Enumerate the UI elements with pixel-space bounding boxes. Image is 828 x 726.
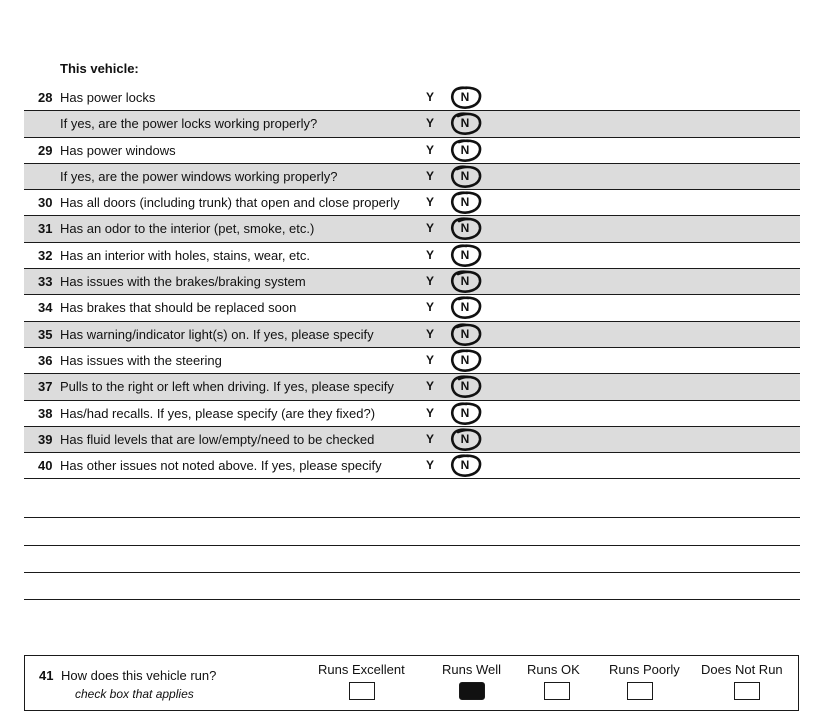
question-text: Has an interior with holes, stains, wear, etc. <box>60 247 311 263</box>
no-option-label: N <box>460 458 470 473</box>
no-option-label: N <box>460 300 470 315</box>
no-option-label: N <box>460 274 470 289</box>
question-number: 33 <box>38 274 53 290</box>
question-number: 31 <box>38 221 53 237</box>
run-question-instruction: check box that applies <box>75 687 194 701</box>
question-text: If yes, are the power windows working properly? <box>60 168 338 184</box>
run-condition-box <box>24 655 799 711</box>
question-number: 38 <box>38 405 53 421</box>
no-option-circled[interactable] <box>450 428 482 451</box>
no-option-label: N <box>460 405 470 420</box>
option-label-runs-ok: Runs OK <box>527 662 580 677</box>
yes-option[interactable]: Y <box>426 168 435 183</box>
question-number: 36 <box>38 352 53 368</box>
question-row <box>24 243 800 269</box>
no-option-circled[interactable] <box>450 165 482 188</box>
yes-option[interactable]: Y <box>426 195 435 210</box>
no-option-circled[interactable] <box>450 112 482 135</box>
option-label-does-not-run: Does Not Run <box>701 662 783 677</box>
run-question-text: How does this vehicle run? <box>61 668 217 683</box>
checkbox-runs-ok[interactable] <box>544 682 570 700</box>
no-option-label: N <box>460 326 470 341</box>
blank-line[interactable] <box>24 517 800 518</box>
blank-line[interactable] <box>24 572 800 573</box>
question-text: Has brakes that should be replaced soon <box>60 300 297 316</box>
section-heading: This vehicle: <box>60 61 139 76</box>
question-number: 35 <box>38 326 53 342</box>
question-text: Has other issues not noted above. If yes, please specify <box>60 458 382 474</box>
no-option-label: N <box>460 221 470 236</box>
yes-option[interactable]: Y <box>426 247 435 262</box>
question-number: 34 <box>38 300 53 316</box>
no-option-label: N <box>460 168 470 183</box>
yes-option[interactable]: Y <box>426 300 435 315</box>
question-text: Has issues with the steering <box>60 352 222 368</box>
question-list <box>24 85 800 479</box>
question-row <box>24 348 800 374</box>
question-row <box>24 322 800 348</box>
blank-line[interactable] <box>24 545 800 546</box>
no-option-circled[interactable] <box>450 323 482 346</box>
no-option-label: N <box>460 116 470 131</box>
question-number: 41 <box>39 668 54 683</box>
no-option-circled[interactable] <box>450 217 482 240</box>
no-option-label: N <box>460 352 470 367</box>
no-option-circled[interactable] <box>450 296 482 319</box>
no-option-label: N <box>460 142 470 157</box>
option-label-runs-well: Runs Well <box>442 662 502 677</box>
no-option-circled[interactable] <box>450 349 482 372</box>
question-text: If yes, are the power locks working properly? <box>60 116 318 132</box>
question-row <box>24 138 800 164</box>
question-text: Has fluid levels that are low/empty/need to be checked <box>60 431 375 447</box>
yes-option[interactable]: Y <box>426 458 435 473</box>
yes-option[interactable]: Y <box>426 274 435 289</box>
no-option-label: N <box>460 247 470 262</box>
question-row <box>24 111 800 137</box>
question-text: Has power locks <box>60 90 156 105</box>
checkbox-does-not-run[interactable] <box>734 682 760 700</box>
yes-option[interactable]: Y <box>426 352 435 367</box>
question-number: 37 <box>38 379 53 395</box>
yes-option[interactable]: Y <box>426 116 435 131</box>
question-row <box>24 295 800 321</box>
no-option-label: N <box>460 195 470 210</box>
question-text: Has warning/indicator light(s) on. If yes, please specify <box>60 326 374 342</box>
no-option-circled[interactable] <box>450 191 482 214</box>
question-number: 40 <box>38 458 53 474</box>
question-row <box>24 269 800 295</box>
yes-option[interactable]: Y <box>426 405 435 420</box>
question-row <box>24 453 800 479</box>
checkbox-runs-excellent[interactable] <box>349 682 375 700</box>
question-number: 28 <box>38 90 53 105</box>
yes-option[interactable]: Y <box>426 431 435 446</box>
question-number: 30 <box>38 195 53 211</box>
no-option-circled[interactable] <box>450 139 482 162</box>
no-option-label: N <box>460 90 470 104</box>
question-number: 29 <box>38 142 53 158</box>
no-option-circled[interactable] <box>450 244 482 267</box>
blank-line[interactable] <box>24 599 800 600</box>
question-number: 32 <box>38 247 53 263</box>
no-option-circled[interactable] <box>450 454 482 477</box>
question-text: Has an odor to the interior (pet, smoke, etc.) <box>60 221 315 237</box>
question-row <box>24 401 800 427</box>
option-label-runs-excellent: Runs Excellent <box>318 662 405 677</box>
question-text: Has all doors (including trunk) that open and close properly <box>60 195 400 211</box>
yes-option[interactable]: Y <box>426 326 435 341</box>
question-text: Pulls to the right or left when driving. If yes, please specify <box>60 379 394 395</box>
no-option-label: N <box>460 379 470 394</box>
no-option-circled[interactable] <box>450 270 482 293</box>
question-number: 39 <box>38 431 53 447</box>
question-row <box>24 216 800 242</box>
question-row <box>24 85 800 111</box>
question-row <box>24 374 800 400</box>
no-option-circled[interactable] <box>450 86 482 109</box>
option-label-runs-poorly: Runs Poorly <box>609 662 680 677</box>
no-option-circled[interactable] <box>450 375 482 398</box>
question-text: Has issues with the brakes/braking system <box>60 274 306 290</box>
yes-option[interactable]: Y <box>426 142 435 157</box>
yes-option[interactable]: Y <box>426 90 435 104</box>
yes-option[interactable]: Y <box>426 379 435 394</box>
checkbox-runs-well[interactable] <box>459 682 485 700</box>
question-row <box>24 427 800 453</box>
no-option-circled[interactable] <box>450 402 482 425</box>
question-text: Has/had recalls. If yes, please specify (are they fixed?) <box>60 405 376 421</box>
question-row <box>24 164 800 190</box>
question-text: Has power windows <box>60 142 176 158</box>
checkbox-runs-poorly[interactable] <box>627 682 653 700</box>
yes-option[interactable]: Y <box>426 221 435 236</box>
no-option-label: N <box>460 431 470 446</box>
question-row <box>24 190 800 216</box>
